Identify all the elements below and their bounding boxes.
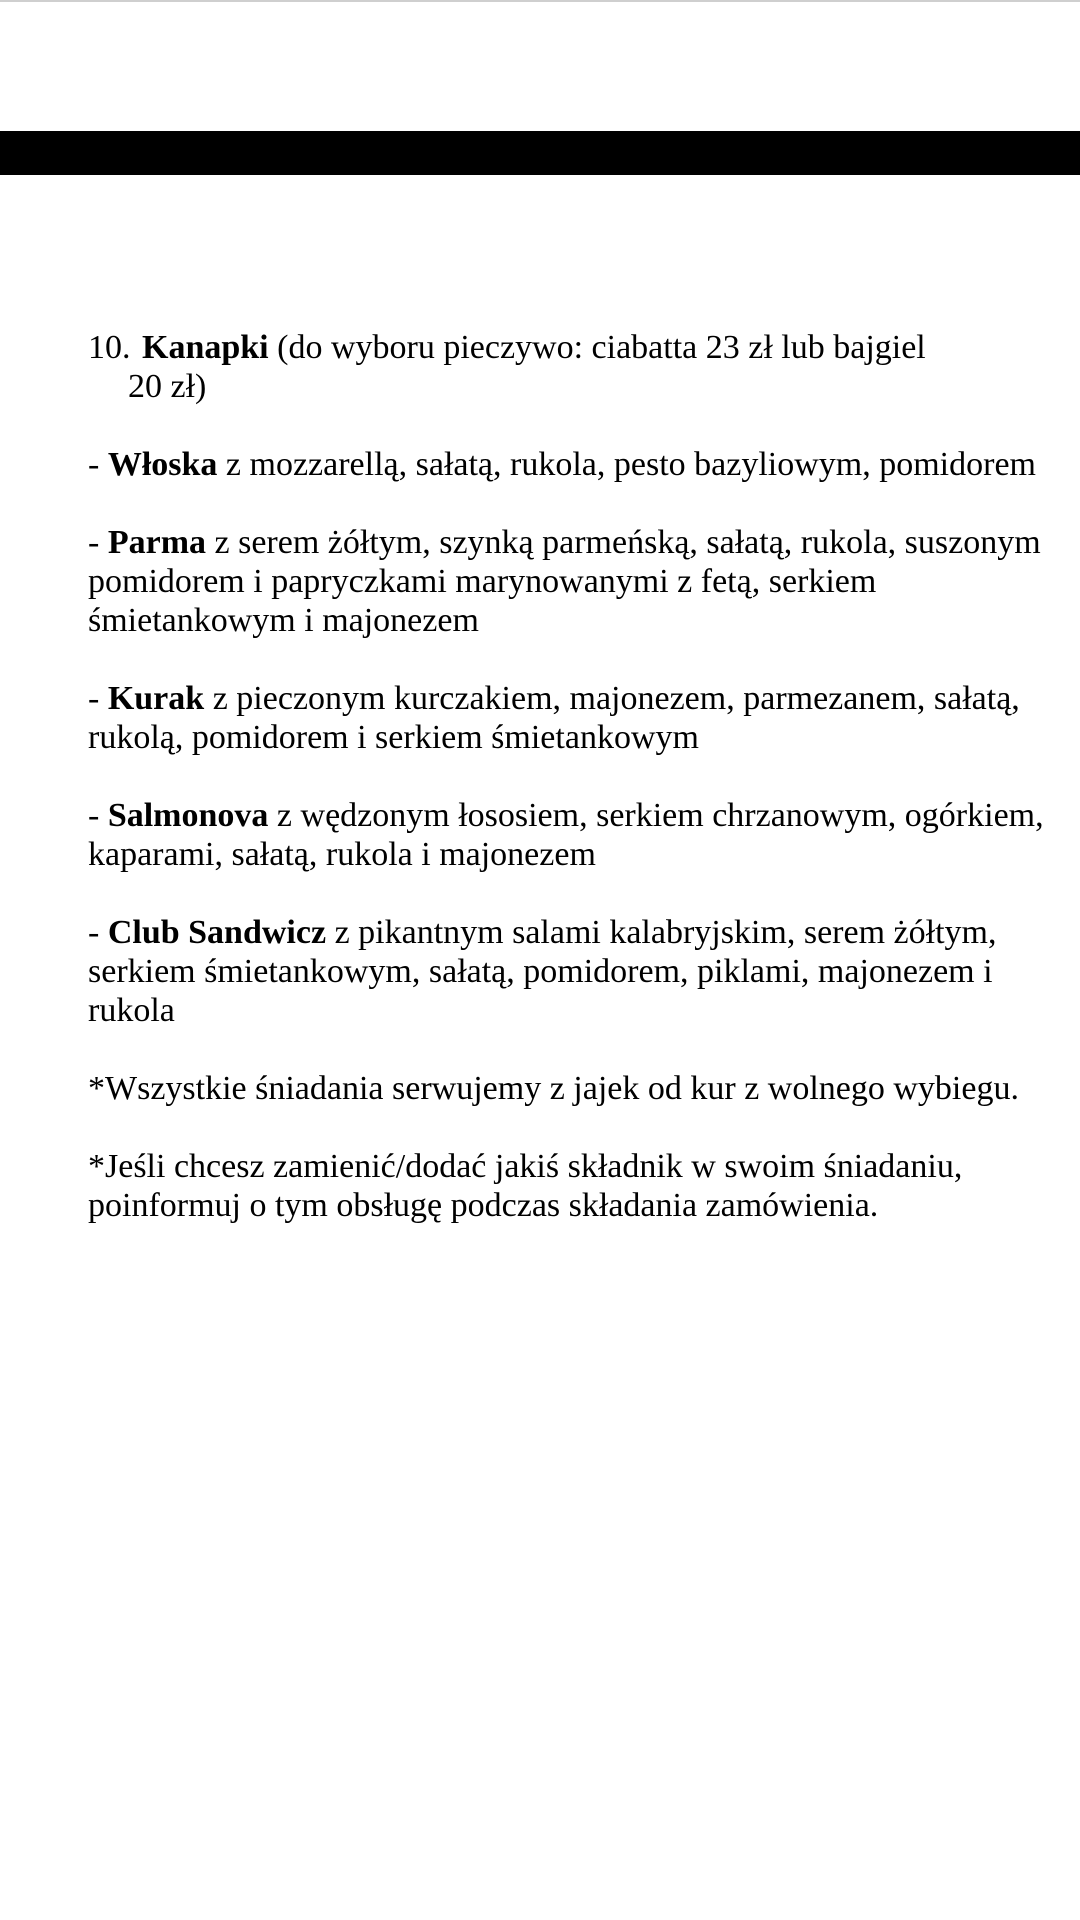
item-name: Włoska (107, 446, 218, 483)
menu-content (88, 328, 1048, 1264)
item-description: z pieczonym kurczakiem, majonezem, parmezanem, sałatą, rukolą, pomidorem i serkiem śmietankowym (88, 680, 1020, 756)
item-description: z wędzonym łososiem, serkiem chrzanowym, ogórkiem, kaparami, sałatą, rukola i majonezem (88, 797, 1044, 873)
top-divider (0, 0, 1080, 2)
section-subtitle-line2: 20 zł) (128, 368, 207, 405)
menu-item-kurak (88, 679, 1048, 757)
header-bar (0, 131, 1080, 175)
note-ingredient-changes: *Jeśli chcesz zamienić/dodać jakiś składnik w swoim śniadaniu, poinformuj o tym obsługę podczas składania zamówienia. (88, 1148, 963, 1224)
item-name: Parma (107, 524, 207, 561)
item-name: Club Sandwicz (107, 914, 327, 951)
section-number: 10. (88, 329, 131, 366)
section-subtitle-line1: (do wyboru pieczywo: ciabatta 23 zł lub bajgiel (277, 329, 926, 366)
section-heading (88, 328, 1048, 406)
item-prefix: - (88, 446, 108, 483)
item-prefix: - (88, 914, 108, 951)
section-title: Kanapki (142, 329, 269, 366)
menu-item-wloska (88, 445, 1048, 484)
item-name: Salmonova (107, 797, 269, 834)
item-description: z mozzarellą, sałatą, rukola, pesto bazyliowym, pomidorem (217, 446, 1036, 483)
note-free-range-eggs: *Wszystkie śniadania serwujemy z jajek od kur z wolnego wybiegu. (88, 1070, 1019, 1107)
item-prefix: - (88, 680, 108, 717)
item-prefix: - (88, 524, 108, 561)
menu-item-parma (88, 523, 1048, 640)
menu-item-club-sandwicz (88, 913, 1048, 1030)
item-name: Kurak (107, 680, 205, 717)
item-description: z pikantnym salami kalabryjskim, serem żółtym, serkiem śmietankowym, sałatą, pomidorem, piklami, majonezem i rukola (88, 914, 997, 1029)
item-prefix: - (88, 797, 108, 834)
menu-item-salmonova (88, 796, 1048, 874)
item-description: z serem żółtym, szynką parmeńską, sałatą, rukola, suszonym pomidorem i papryczkami marynowanymi z fetą, serkiem śmietankowym i majonezem (88, 524, 1041, 639)
